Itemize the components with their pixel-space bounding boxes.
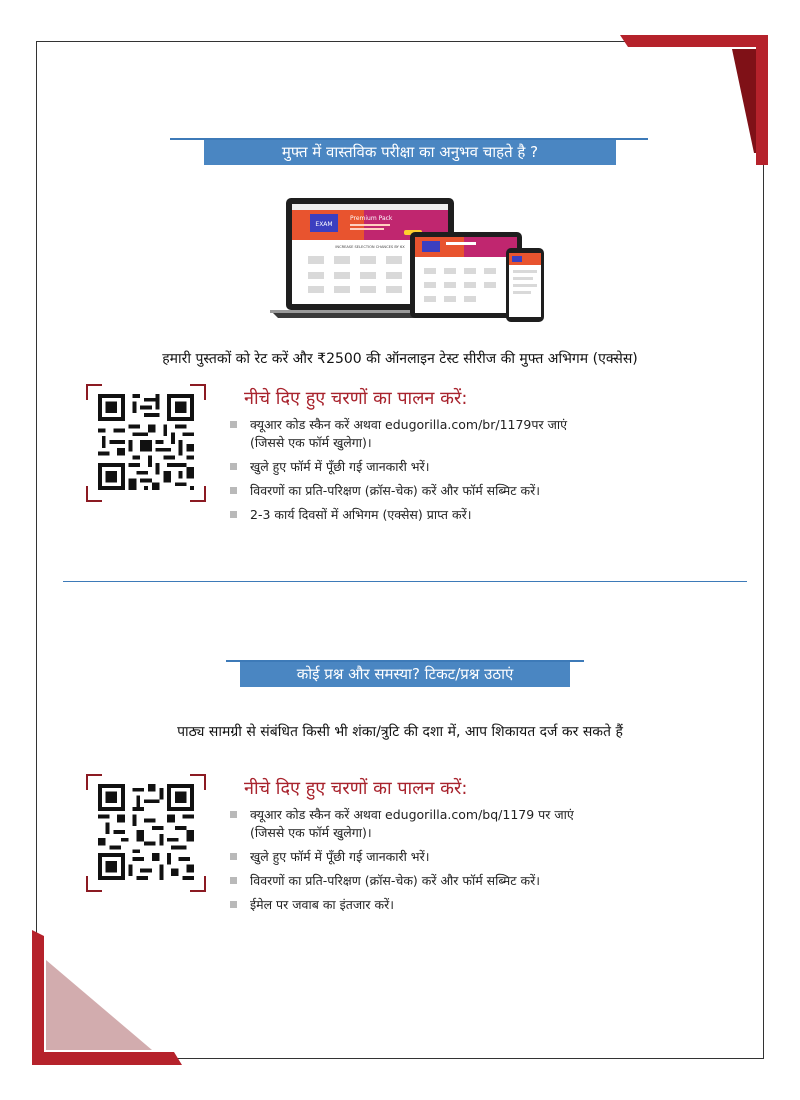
list-item bbox=[230, 806, 750, 842]
step-text: खुले हुए फॉर्म में पूँछी गई जानकारी भरें। bbox=[250, 459, 430, 474]
qr-code-block-query[interactable] bbox=[86, 774, 206, 892]
qr-code-icon bbox=[98, 394, 194, 490]
promo-line: हमारी पुस्तकों को रेट करें और ₹2500 की ऑनलाइन टेस्ट सीरीज की मुफ्त अभिगम (एक्सेस) bbox=[162, 351, 638, 367]
list-item bbox=[230, 896, 750, 914]
section1-steps-list bbox=[230, 416, 750, 530]
section-divider bbox=[63, 581, 747, 582]
list-item bbox=[230, 482, 750, 500]
section2-heading: कोई प्रश्न और समस्या? टिकट/प्रश्न उठाएं bbox=[240, 662, 570, 687]
section1-heading-bar bbox=[170, 138, 648, 168]
bullet-icon bbox=[230, 511, 237, 518]
step-subtext: (जिससे एक फॉर्म खुलेगा)। bbox=[250, 825, 372, 840]
section2-steps-title: नीचे दिए हुए चरणों का पालन करें: bbox=[244, 778, 468, 799]
bullet-icon bbox=[230, 901, 237, 908]
section2-heading-bar bbox=[226, 660, 584, 690]
list-item bbox=[230, 458, 750, 476]
grievance-intro-line: पाठ्य सामग्री से संबंधित किसी भी शंका/त्रुटि की दशा में, आप शिकायत दर्ज कर सकते हैं bbox=[177, 724, 623, 740]
step-text: विवरणों का प्रति-परिक्षण (क्रॉस-चेक) करें और फॉर्म सब्मिट करें। bbox=[250, 873, 540, 888]
bullet-icon bbox=[230, 877, 237, 884]
bullet-icon bbox=[230, 853, 237, 860]
step-text: क्यूआर कोड स्कैन करें अथवा edugorilla.com/br/1179पर जाएं bbox=[250, 417, 567, 432]
mockup-badge-text: EXAM bbox=[315, 221, 333, 228]
step-text: विवरणों का प्रति-परिक्षण (क्रॉस-चेक) करें और फॉर्म सब्मिट करें। bbox=[250, 483, 540, 498]
step-subtext: (जिससे एक फॉर्म खुलेगा)। bbox=[250, 435, 372, 450]
qr-code-icon bbox=[98, 784, 194, 880]
bullet-icon bbox=[230, 487, 237, 494]
step-text: खुले हुए फॉर्म में पूँछी गई जानकारी भरें। bbox=[250, 849, 430, 864]
qr-code-block-rate[interactable] bbox=[86, 384, 206, 502]
list-item bbox=[230, 872, 750, 890]
bullet-icon bbox=[230, 463, 237, 470]
list-item bbox=[230, 506, 750, 524]
step-text: क्यूआर कोड स्कैन करें अथवा edugorilla.com/bq/1179 पर जाएं bbox=[250, 807, 574, 822]
list-item bbox=[230, 848, 750, 866]
step-text: ईमेल पर जवाब का इंतजार करें। bbox=[250, 897, 394, 912]
step-text: 2-3 कार्य दिवसों में अभिगम (एक्सेस) प्राप्त करें। bbox=[250, 507, 472, 522]
bullet-icon bbox=[230, 421, 237, 428]
section1-heading: मुफ्त में वास्तविक परीक्षा का अनुभव चाहते है ? bbox=[204, 140, 616, 165]
mockup-banner-title: Premium Pack bbox=[350, 215, 393, 222]
list-item bbox=[230, 416, 750, 452]
corner-decoration-bottom-left bbox=[32, 930, 182, 1065]
bullet-icon bbox=[230, 811, 237, 818]
section2-steps-list bbox=[230, 806, 750, 920]
section1-steps-title: नीचे दिए हुए चरणों का पालन करें: bbox=[244, 388, 468, 409]
mockup-tagline: INCREASE SELECTION CHANCES BY 6X bbox=[335, 245, 405, 249]
device-mockup-illustration bbox=[264, 192, 546, 328]
